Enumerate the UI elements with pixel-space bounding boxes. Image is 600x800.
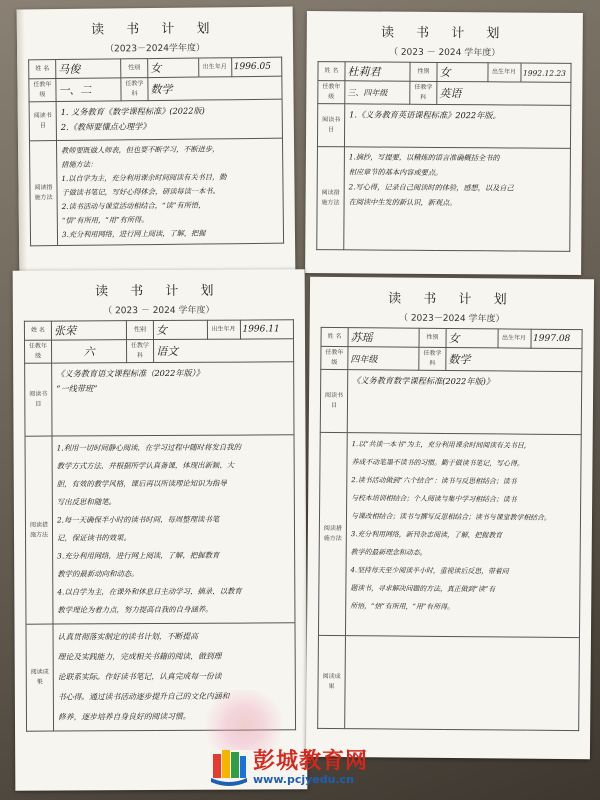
method-line: 与课改相结合；读书与撰写反思相结合；读书与课堂教学相结合。 bbox=[350, 512, 551, 522]
reading-plan-sheet-4 bbox=[306, 277, 594, 759]
book-list bbox=[56, 99, 282, 140]
gender-value: 女 bbox=[148, 58, 199, 78]
method-list bbox=[56, 138, 283, 245]
result-line: 理论及实践能力，完成相关书籍的阅读，做到理 bbox=[57, 651, 222, 662]
method-line: 1.利用一切时间静心阅读，在学习过程中随时将发自我的 bbox=[56, 442, 242, 453]
method-line: 养成不动笔墨不读书的习惯。勤于做读书笔记，写心得。 bbox=[351, 458, 524, 468]
method-label: 阅读措施方法 bbox=[25, 436, 53, 624]
method-label: 阅读措施方法 bbox=[318, 432, 347, 635]
birth-value: 1996.05 bbox=[231, 57, 282, 77]
result-line: 认真贯彻落实制定的读书计划，不断提高 bbox=[57, 631, 198, 642]
grade-label: 任教年级 bbox=[29, 79, 56, 102]
method-line: 于做读书笔记，写好心得体会，研读每读一本书。 bbox=[61, 186, 220, 197]
method-line: 所悟，“悟”有所用，“用”有所得。 bbox=[350, 602, 454, 612]
method-list bbox=[345, 433, 581, 638]
method-line: 措施方法： bbox=[61, 159, 98, 169]
gender-value: 女 bbox=[446, 328, 498, 347]
name-value: 苏瑶 bbox=[348, 328, 419, 348]
school-year: （ 2023 － 2024 学年度） bbox=[103, 305, 215, 317]
method-line: 2.读书活动与课堂活动相结合，“读”有所悟， bbox=[61, 200, 206, 211]
grade-label: 任教年级 bbox=[25, 340, 52, 363]
method-label: 阅读措施方法 bbox=[29, 141, 57, 246]
grade-value: 四年级 bbox=[348, 347, 419, 371]
method-label: 阅读措施方法 bbox=[317, 147, 345, 250]
subject-label: 任教学科 bbox=[127, 340, 154, 363]
method-line: 4.坚持每天至少阅读半小时，重视读后反思，带着问 bbox=[350, 566, 509, 576]
subject-label: 任教学科 bbox=[121, 78, 148, 101]
birth-label: 出生年月 bbox=[497, 329, 530, 348]
book-item: “一线带班” bbox=[56, 383, 98, 394]
method-line: 相应章节的基本内容或要点。 bbox=[348, 167, 443, 177]
plan-table bbox=[24, 319, 296, 731]
book-label: 阅读书目 bbox=[25, 363, 52, 436]
method-line: 1.摘抄，写提要，以精炼的语言准确概括全书的 bbox=[348, 152, 500, 163]
book-label: 阅读书目 bbox=[317, 104, 344, 147]
gender-value: 女 bbox=[437, 62, 488, 81]
gender-label: 性别 bbox=[121, 59, 148, 78]
site-watermark bbox=[205, 742, 395, 798]
school-year: （ 2023 － 2024 学年度） bbox=[388, 47, 501, 59]
book-item: 1. 义务教育《数学课程标准》(2022版) bbox=[60, 105, 205, 117]
brand-name: 彭城教育网 bbox=[253, 749, 369, 774]
subject-value: 语文 bbox=[154, 339, 294, 363]
name-label: 姓 名 bbox=[24, 321, 51, 340]
book-item: 《义务教育语文课程标准（2022年版）》 bbox=[56, 367, 204, 379]
method-line: 教学的最新动向和动态。 bbox=[57, 569, 139, 579]
gender-label: 性别 bbox=[419, 328, 446, 347]
name-label: 姓 名 bbox=[318, 62, 345, 81]
method-line: 2.每一天确保半小时的读书时间，每周整理读书笔 bbox=[56, 514, 220, 525]
result-label: 阅读成果 bbox=[26, 624, 54, 731]
gender-value: 女 bbox=[153, 320, 207, 339]
method-line: 在阅读中生发的新认识，新观点。 bbox=[348, 197, 457, 208]
decorative-flower bbox=[200, 690, 310, 750]
method-line: 教学理论为着力点，努力提高自我的自身涵养。 bbox=[57, 604, 213, 615]
result-line: 书心得。通过读书活动逐步提升自己的文化内涵和 bbox=[57, 691, 230, 702]
method-line: 4.以自学为主，在课外和休息日主动学习，摘录，以教育 bbox=[57, 586, 242, 597]
method-line: 教师要既做人师表，但也要不断学习，不断进步， bbox=[61, 144, 220, 155]
reading-plan-sheet-2 bbox=[305, 11, 583, 275]
book-label: 阅读书目 bbox=[320, 369, 348, 432]
result-list bbox=[345, 636, 580, 731]
result-label: 阅读成果 bbox=[318, 635, 346, 728]
birth-value: 1996.11 bbox=[240, 320, 294, 339]
sheet-title: 读 书 计 划 bbox=[388, 291, 516, 308]
book-list bbox=[344, 104, 570, 149]
birth-value: 1992.12.23 bbox=[520, 63, 571, 82]
birth-label: 出生年月 bbox=[198, 58, 231, 77]
birth-label: 出生年月 bbox=[207, 320, 240, 339]
name-value: 杜莉君 bbox=[345, 62, 410, 81]
book-item: 《义务教育数学课程标准(2022年版)》 bbox=[352, 375, 495, 387]
sheet-title: 读 书 计 划 bbox=[95, 283, 223, 300]
plan-table bbox=[317, 327, 582, 731]
method-line: 与校本培训相结合；个人阅读与集中学习相结合；读书 bbox=[351, 494, 517, 504]
subject-value: 数学 bbox=[446, 347, 582, 371]
subject-value: 英语 bbox=[437, 81, 571, 105]
method-line: 3.充分利用网络，新刊杂志阅读，了解，把握教育 bbox=[350, 530, 503, 540]
brand-url: www.pcjyedu.cn bbox=[253, 773, 354, 786]
sheet-title: 读 书 计 划 bbox=[381, 25, 509, 42]
book-list bbox=[52, 362, 294, 436]
method-line: 2.写心得，记录自己阅读时的体验，感想，以及自己 bbox=[348, 182, 514, 193]
result-line: 修养，逐步培养自身良好的阅读习惯。 bbox=[57, 711, 191, 722]
result-line: 论联系实际。作好读书笔记，认真完成每一份读 bbox=[57, 671, 222, 682]
book-item: 1.《义务教育英语课程标准》2022年版。 bbox=[349, 109, 501, 121]
school-year: （2023－2024学年度） bbox=[105, 43, 205, 55]
sheet-title: 读 书 计 划 bbox=[91, 21, 219, 38]
method-line: 胆，有效的教学风格，课后再以所读理论知识为指导 bbox=[56, 478, 227, 489]
method-line: “悟”有所用，“用”有所得。 bbox=[61, 215, 149, 225]
plan-table bbox=[316, 61, 571, 252]
method-line: 2.读书活动做到“六个结合”：读书与反思相结合；读书 bbox=[351, 476, 517, 486]
method-line: 题读书，寻求解决问题的方法，真正做到“读”有 bbox=[350, 584, 496, 594]
grade-value: 一、二 bbox=[56, 78, 121, 102]
grade-value: 六 bbox=[52, 340, 127, 363]
gender-label: 性别 bbox=[410, 62, 437, 81]
subject-label: 任教学科 bbox=[419, 347, 446, 370]
book-item: 2.《教师要懂点心理学》 bbox=[60, 121, 151, 132]
school-year: （ 2023－2024 学年度） bbox=[398, 313, 505, 325]
name-label: 姓 名 bbox=[29, 60, 56, 79]
method-line: 教学方式方法，并根据所学认真备课，体现出新颖、大 bbox=[56, 460, 235, 471]
birth-value: 1997.08 bbox=[530, 329, 582, 348]
name-value: 马俊 bbox=[56, 59, 121, 79]
method-line: 3.充分利用网络，进行网上阅读，了解，把握教育 bbox=[57, 550, 220, 561]
grade-label: 任教年级 bbox=[318, 81, 345, 104]
method-line: 1.以“共读一本书”为主，充分利用课余时间阅读有关书目， bbox=[351, 440, 531, 450]
method-line: 写出反思和随笔。 bbox=[56, 497, 117, 507]
plan-table bbox=[28, 57, 284, 247]
book-label: 阅读书目 bbox=[29, 102, 56, 141]
name-label: 姓 名 bbox=[321, 327, 348, 346]
birth-label: 出生年月 bbox=[487, 63, 520, 82]
method-list bbox=[344, 147, 571, 252]
method-line: 1.以自学为主，充分利用课余时间阅读有关书目，勤 bbox=[61, 172, 227, 183]
gender-label: 性别 bbox=[126, 321, 153, 340]
subject-label: 任教学科 bbox=[410, 81, 437, 104]
reading-plan-sheet-1 bbox=[17, 7, 296, 276]
grade-value: 三、四年级 bbox=[345, 81, 410, 104]
grade-label: 任教年级 bbox=[321, 346, 348, 369]
method-line: 记，保证读书的效果。 bbox=[57, 533, 131, 543]
book-logo-icon bbox=[209, 746, 249, 786]
method-line: 教学的最新理念和动态。 bbox=[350, 548, 427, 557]
book-list bbox=[347, 370, 582, 435]
subject-value: 数学 bbox=[148, 76, 282, 100]
name-value: 张荣 bbox=[51, 321, 126, 340]
method-list bbox=[52, 435, 295, 624]
method-line: 3.充分利用网络，进行网上阅读，了解，把握 bbox=[61, 228, 206, 239]
